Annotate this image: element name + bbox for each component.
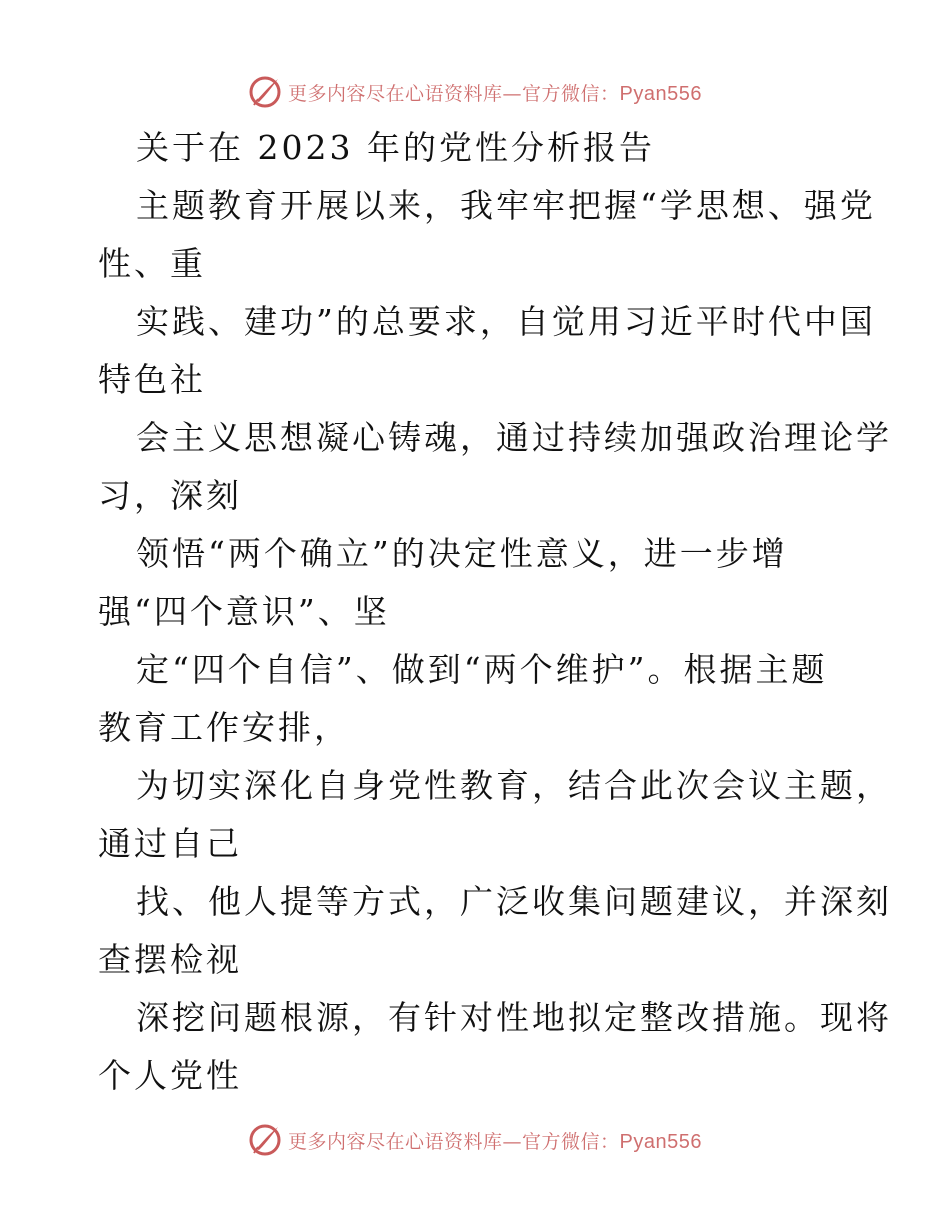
watermark-text-cn: 更多内容尽在心语资料库—官方微信： <box>288 82 620 105</box>
watermark-text-en: Pyan556 <box>619 82 702 105</box>
watermark-text-cn: 更多内容尽在心语资料库—官方微信： <box>288 1130 620 1153</box>
quill-logo-icon <box>248 75 282 109</box>
watermark-footer <box>0 1120 950 1160</box>
title-line: 关于在 2023 年的党性分析报告 <box>136 128 655 167</box>
paragraph-line: 领悟“两个确立”的决定性意义，进一步增 <box>136 534 788 573</box>
paragraph-line: 通过自己 <box>98 824 242 863</box>
paragraph-line: 查摆检视 <box>98 940 242 979</box>
paragraph-line: 习，深刻 <box>98 476 242 515</box>
watermark-header <box>0 72 950 112</box>
paragraph-line: 特色社 <box>98 360 206 399</box>
paragraph-line: 主题教育开展以来，我牢牢把握“学思想、强党 <box>136 186 876 225</box>
paragraph-line: 会主义思想凝心铸魂，通过持续加强政治理论学 <box>136 418 892 457</box>
paragraph-line: 为切实深化自身党性教育，结合此次会议主题， <box>136 766 892 805</box>
paragraph-line: 个人党性 <box>98 1056 242 1095</box>
paragraph-line: 深挖问题根源，有针对性地拟定整改措施。现将 <box>136 998 892 1037</box>
quill-logo-icon <box>248 1123 282 1157</box>
paragraph-line: 教育工作安排， <box>98 708 350 747</box>
paragraph-line: 强“四个意识”、坚 <box>98 592 390 631</box>
paragraph-line: 实践、建功”的总要求，自觉用习近平时代中国 <box>136 302 876 341</box>
paragraph-line: 性、重 <box>98 244 206 283</box>
watermark-text-en: Pyan556 <box>619 1130 702 1153</box>
paragraph-line: 定“四个自信”、做到“两个维护”。根据主题 <box>136 650 828 689</box>
paragraph-line: 找、他人提等方式，广泛收集问题建议，并深刻 <box>136 882 892 921</box>
